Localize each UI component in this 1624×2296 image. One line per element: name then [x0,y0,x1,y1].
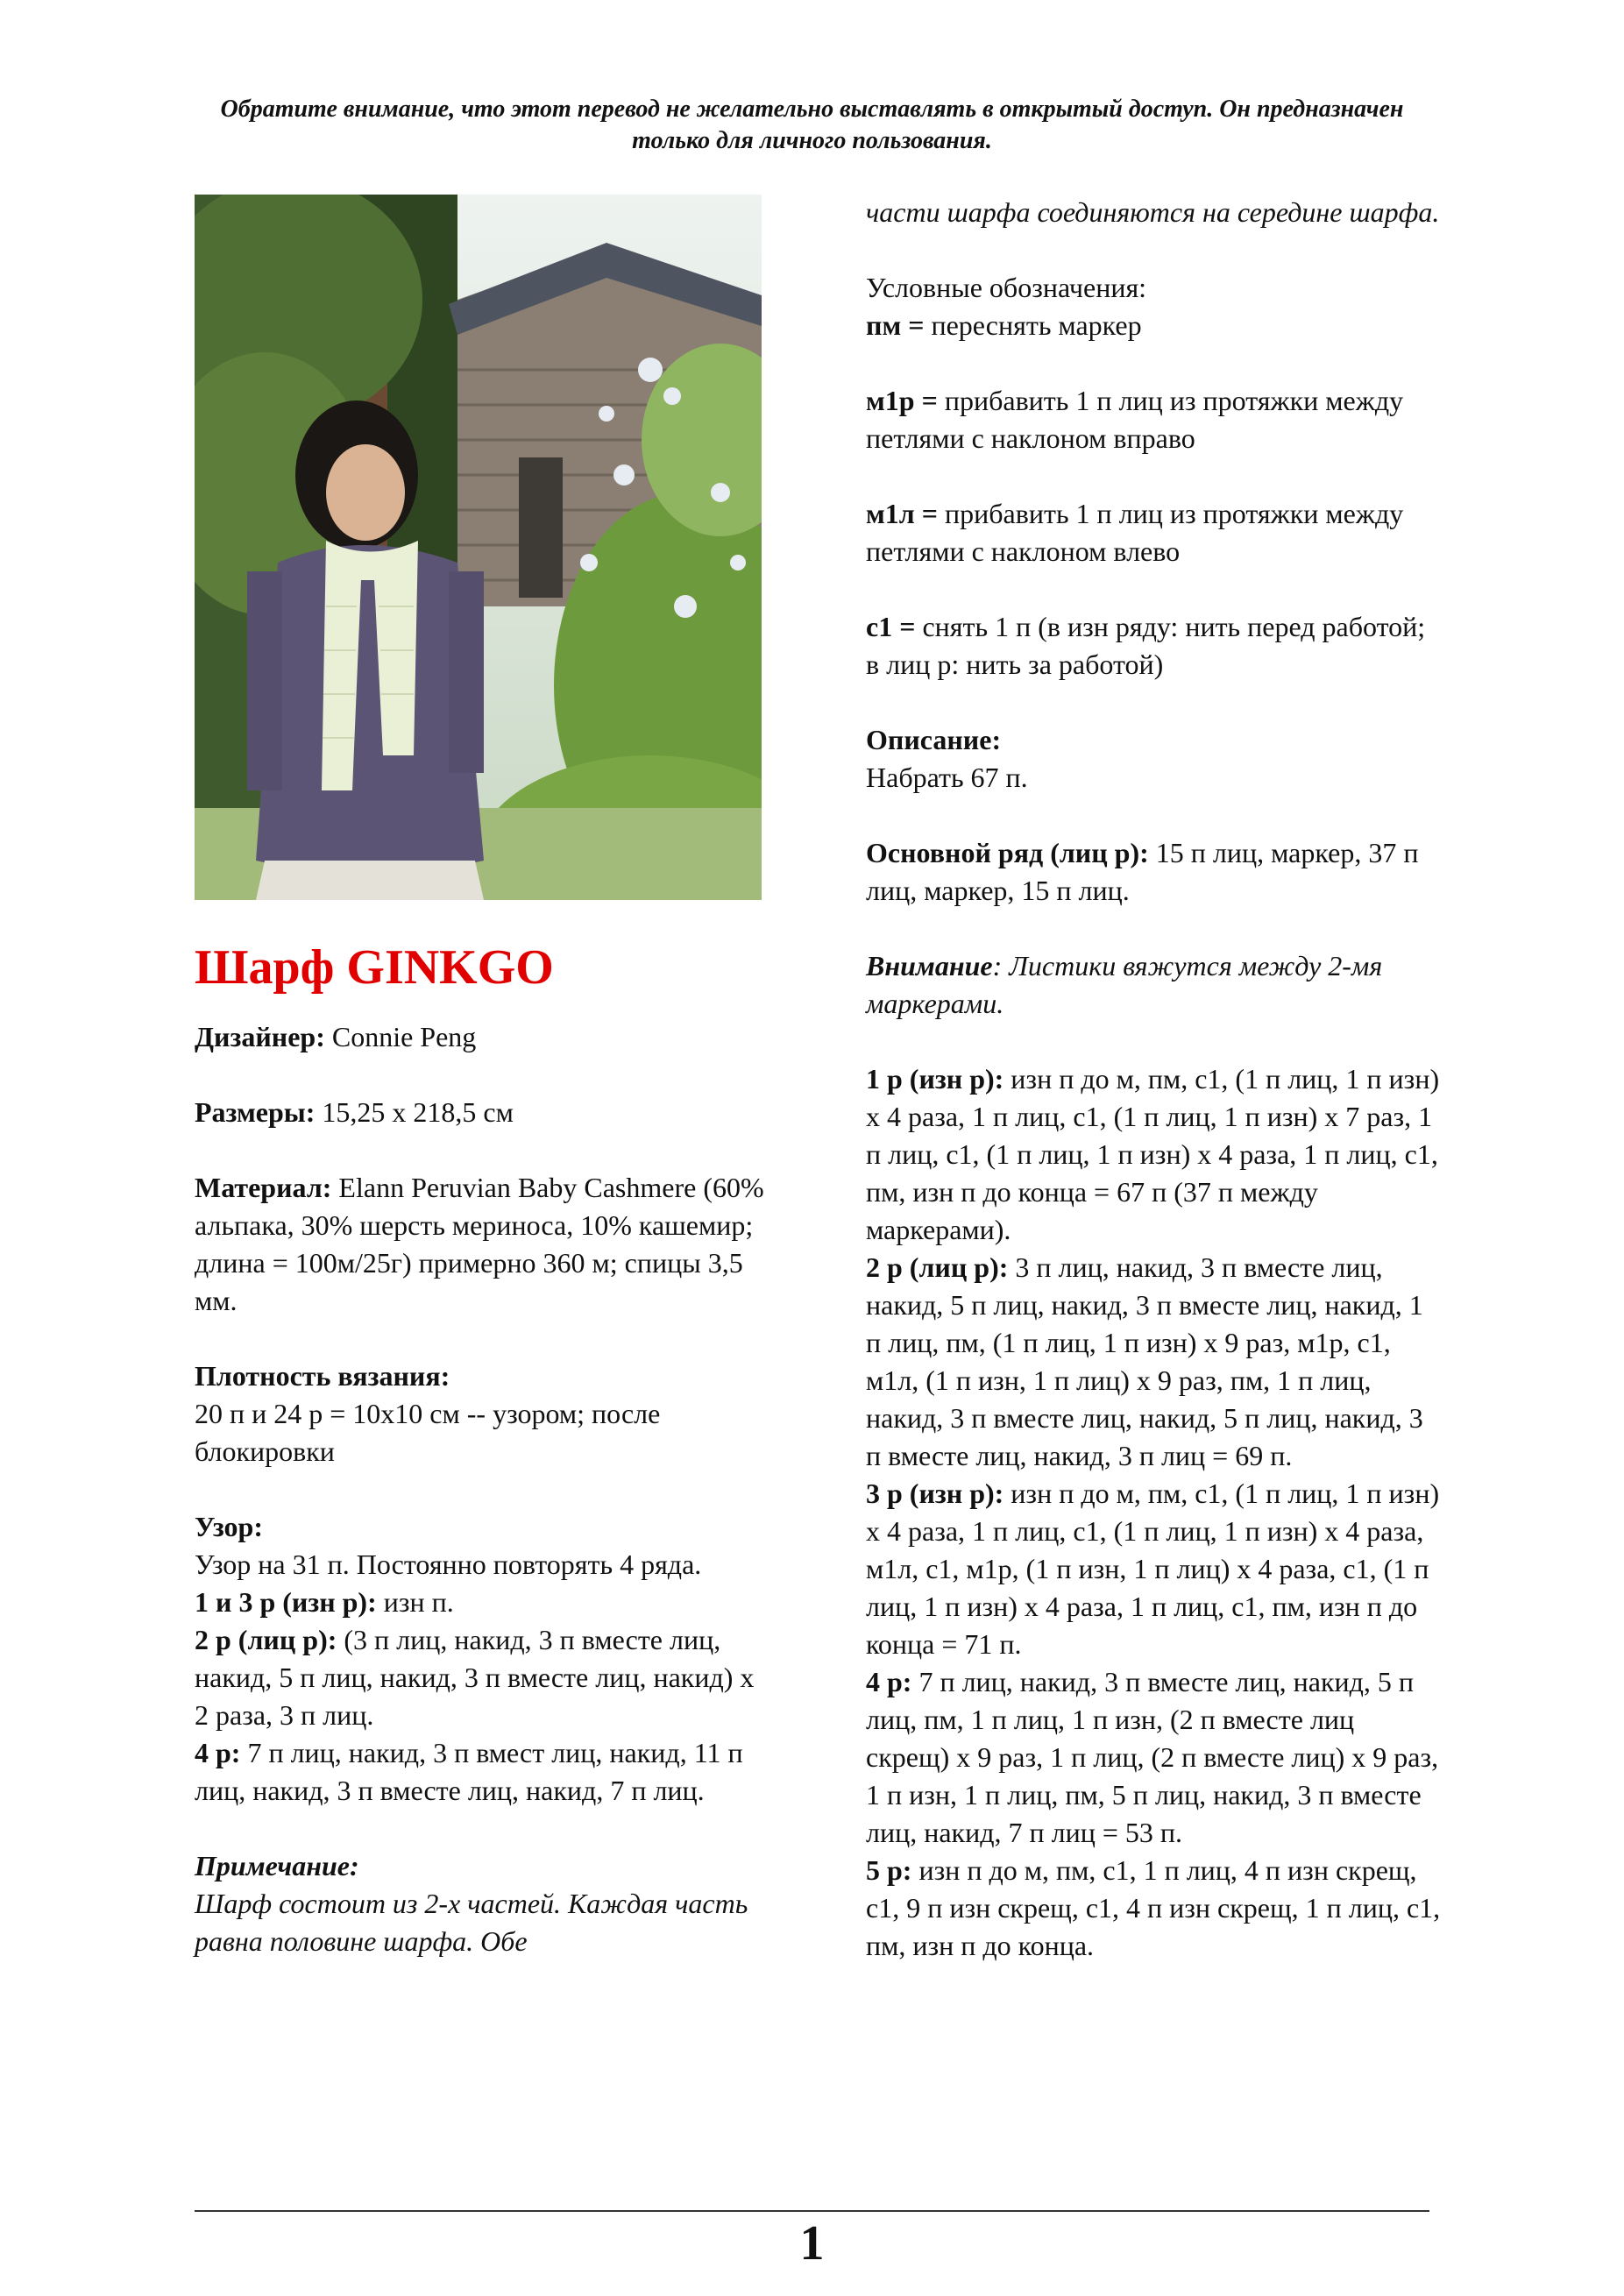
pattern-title: Шарф GINKGO [195,940,554,995]
material-value: Elann Peruvian Baby Cashmere (60% альпака, 30% шерсть мериноса, 10% кашемир; длина = 100м/25г) примерно 360 м; спицы 3,5 мм. [195,1172,764,1316]
legend-text: прибавить 1 п лиц из протяжки между петлями с наклоном влево [866,498,1404,567]
pattern-row-label: 2 р (лиц р): [195,1624,337,1655]
legend-section [866,269,1444,344]
base-row-label: Основной ряд (лиц р): [866,837,1149,868]
pattern-row-text: изн п. [376,1586,454,1618]
page-number: 1 [799,2216,825,2271]
gauge-value: 20 п и 24 р = 10х10 см -- узором; после блокировки [195,1398,661,1467]
scarf-photo [195,195,762,900]
sizes-label: Размеры: [195,1096,316,1128]
legend-abbr: м1р = [866,385,938,416]
legend-item [866,608,1444,684]
note-section [195,1847,773,1960]
designer-value: Connie Peng [324,1021,477,1052]
attention-label: Внимание [866,950,993,981]
legend-item [866,382,1444,457]
pattern-row-text: (3 п лиц, накид, 3 п вместе лиц, накид, 5 п лиц, накид, 3 п вместе лиц, накид) х 2 раза, 3 п лиц. [195,1624,755,1731]
legend-text: прибавить 1 п лиц из протяжки между петлями с наклоном вправо [866,385,1404,454]
legend-item [866,495,1444,570]
copyright-notice: Обратите внимание, что этот перевод не желательно выставлять в открытый доступ. Он предназначен только для личного пользования. [220,96,1404,154]
footer-divider [195,2210,1429,2212]
left-column [195,937,773,1998]
pattern-section [195,1508,773,1810]
row-label: 3 р (изн р): [866,1478,1004,1509]
pattern-row-label: 4 р: [195,1737,241,1768]
pattern-label: Узор: [195,1511,263,1542]
sizes-value: 15,25 х 218,5 см [315,1096,514,1128]
base-row-line [866,834,1444,910]
row-label: 5 р: [866,1854,912,1886]
legend-abbr: с1 = [866,611,916,642]
description-section [866,721,1444,797]
material-line [195,1169,773,1320]
row-label: 2 р (лиц р): [866,1251,1009,1283]
note-label: Примечание: [195,1850,359,1881]
legend-text: снять 1 п (в изн ряду: нить перед работой; в лиц р: нить за работой) [866,611,1426,680]
photo-woman-in-scarf [195,195,762,900]
right-column [866,194,1444,2002]
description-label: Описание: [866,724,1002,755]
legend-text: переснять маркер [924,309,1142,341]
note-continuation: части шарфа соединяются на середине шарфа. [866,196,1440,228]
designer-label: Дизайнер: [195,1021,325,1052]
row-text: изн п до м, пм, с1, (1 п лиц, 1 п изн) х 4 раза, 1 п лиц, с1, (1 п лиц, 1 п изн) х 7 раз, 1 п лиц, с1, (1 п лиц, 1 п изн) х 4 раза, 1 п лиц, с1, пм, изн п до конца = 67 п (37 п между маркерами). [866,1063,1440,1245]
attention-text: : Листики вяжутся между 2-мя маркерами. [866,950,1383,1019]
gauge-label: Плотность вязания: [195,1360,450,1392]
attention-line [866,947,1444,1023]
row-label: 1 р (изн р): [866,1063,1004,1095]
base-row-text: 15 п лиц, маркер, 37 п лиц, маркер, 15 п лиц. [866,837,1419,906]
pattern-intro: Узор на 31 п. Постоянно повторять 4 ряда. [195,1548,702,1580]
legend-abbr: пм = [866,309,925,341]
pattern-row-text: 7 п лиц, накид, 3 п вмест лиц, накид, 11 п лиц, накид, 3 п вместе лиц, накид, 7 п лиц. [195,1737,743,1806]
row-instructions [866,1060,1444,1965]
legend-heading: Условные обозначения: [866,272,1147,303]
row-text: 7 п лиц, накид, 3 п вместе лиц, накид, 5 п лиц, пм, 1 п лиц, 1 п изн, (2 п вместе лиц скрещ) х 9 раз, 1 п лиц, (2 п вместе лиц) х 9 раз, 1 п изн, 1 п лиц, пм, 5 п лиц, накид, 3 п вместе лиц, накид, 7 п лиц = 53 п. [866,1666,1439,1848]
description-text: Набрать 67 п. [866,762,1028,793]
note-text: Шарф состоит из 2-х частей. Каждая часть равна половине шарфа. Обе [195,1888,748,1957]
material-label: Материал: [195,1172,332,1203]
row-text: изн п до м, пм, с1, (1 п лиц, 1 п изн) х 4 раза, 1 п лиц, с1, (1 п лиц, 1 п изн) х 4 раза, м1л, с1, м1р, (1 п изн, 1 п лиц) х 4 раза, с1, (1 п лиц, 1 п изн) х 4 раза, 1 п лиц, с1, пм, изн п до конца = 71 п. [866,1478,1440,1660]
pattern-row-label: 1 и 3 р (изн р): [195,1586,377,1618]
designer-line [195,1018,773,1056]
gauge-section [195,1357,773,1470]
row-text: изн п до м, пм, с1, 1 п лиц, 4 п изн скрещ, с1, 9 п изн скрещ, с1, 4 п изн скрещ, 1 п лиц, с1, пм, изн п до конца. [866,1854,1441,1961]
legend-abbr: м1л = [866,498,938,529]
row-label: 4 р: [866,1666,912,1697]
row-text: 3 п лиц, накид, 3 п вместе лиц, накид, 5 п лиц, накид, 3 п вместе лиц, накид, 1 п лиц, пм, (1 п лиц, 1 п изн) х 9 раз, м1р, с1, м1л, (1 п изн, 1 п лиц) х 9 раз, пм, 1 п лиц, накид, 3 п вместе лиц, накид, 5 п лиц, накид, 3 п вместе лиц, накид, 3 п лиц = 69 п. [866,1251,1423,1471]
sizes-line [195,1094,773,1131]
